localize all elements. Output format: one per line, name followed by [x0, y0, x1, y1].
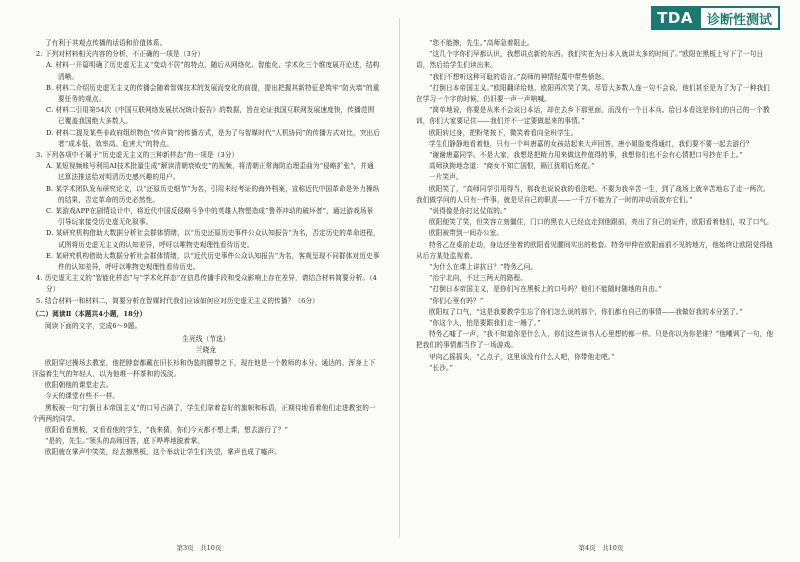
paragraph: “说得像是你打过仗似的。” — [429, 207, 507, 216]
paragraph: 欧阳笑了，“高师同学引用得当，那我也说说我的看法吧。不要为我辛苦一生，到了战场上就辛苦地忘了走一两次。我们做学问的人只有一件事，就是尽自己的职责——一千万不能为了一时的冲动而放弃它们。” — [416, 184, 770, 204]
paragraph: “为什么在课上讲抗日？”特务乙问。 — [429, 263, 538, 272]
page-3 — [0, 0, 398, 562]
paragraph: “长沙。” — [429, 363, 453, 372]
paragraph: 欧阳朝他的课堂走去。 — [45, 381, 113, 390]
tda-logo: TDA — [651, 6, 699, 30]
page-4-footer: 第4页 共10页 — [578, 544, 624, 552]
answer-option: A. 材料一开篇明确了历史虚无主义“变动不居”的特点，随后从网络化、智能化、学术化三个维度展开论述，结构清晰。 — [46, 61, 380, 81]
paragraph: “我们不想听这种可耻的语言。”高师的神情轻蔑中带些愤怒。 — [429, 72, 609, 81]
paragraph: “谢谢唐嘉同学。不是大家，我想是把精力用来做这件值得的事，我想你们也不会有心情把口号抄在手上。” — [429, 151, 743, 160]
paragraph: 欧阳转过身，把粉笔按下，微笑着看向全班学生。 — [429, 128, 578, 137]
paragraph: 今天的课堂有些不一样。 — [45, 392, 120, 401]
paragraph: 学生们静静地看着他，只有一个叫唐嘉的女孩站起来大声回答，唐小姐脸变得通红，我们要不要一起去游行？ — [429, 139, 753, 148]
answer-option: C. 某游戏APP在剧情设计中，将近代中国反侵略斗争中的英雄人物塑造成“鲁莽冲动的破坏者”，通过游戏场景引导玩家接受历史虚无化叙事。 — [46, 207, 374, 227]
paragraph: “您不能擦，先生。”高师急着阻止。 — [429, 39, 534, 47]
paragraph: “这几个字你们早都认识，我想讲点新的东西。我们实在为日本人就讲太多的时间了。”欧阳在黑板上写下了一句日语，然后给学生们读出来。 — [416, 50, 764, 70]
paragraph: 欧阳被带到一间办公室。 — [429, 229, 504, 238]
paragraph: 阅读下面的文字，完成6～9题。 — [45, 322, 142, 331]
passage-author: 兰晓龙 — [195, 346, 217, 355]
answer-option: B. 某学术团队发布研究论文，以“还原历史细节”为名，引用未经考证的海外档案，宣称近代中国革命是外力操纵的结果，否定革命的历史必然性。 — [46, 184, 380, 204]
paragraph: 特务乙在桌前走动，身边还坐着的欧阳看见腰间实出的枪套。特务甲伸在欧阳面前不见的地方，他始终让欧阳觉得他从后方某处监视着。 — [416, 240, 773, 260]
paragraph: “治宁北向，不过三两天的路程。 — [429, 274, 527, 283]
paragraph: 欧阳叹了口气，“这是我要教学生忘了你们怎么说的那个，你们都有自己的事情——我做好我的本分罢了。” — [429, 307, 743, 316]
answer-option: D. 材料二提及某些非政府组织物色“传声筒”的传播方式，是为了与智媒时代“人机协同”的传播方式对比，突出后者“成本低、效率高、危害大”的特点。 — [46, 128, 380, 148]
paragraph: 高师执拗地念道：“商女不知亡国恨，隔江犹唱后庭花。” — [429, 162, 595, 171]
paragraph: “你这个人，怕是要跟我们走一趟了。” — [429, 319, 541, 328]
paragraph: “你们心里有吗？” — [429, 296, 484, 305]
paragraph: “打倒日本帝国主义，是你们写在黑板上的口号吗？他们不能随时随地的自由。” — [429, 285, 663, 294]
page-3-text — [32, 38, 380, 459]
paragraph: 欧阳穿过操场去教室，他把脖套都戴在旧长衫和伪装的腰带之下，现在他是一个教师的本分。通达的、浑身上下洋溢着生气的年轻人，以为他堆一杯茶和的浅淡。 — [32, 358, 376, 378]
tda-badge — [651, 6, 780, 30]
paragraph: 欧阳看看黑板，又看看他的学生，“我来猜，你们今天都不想上课，想去游行了？” — [45, 425, 289, 434]
page-3-footer: 第3页 共10页 — [176, 544, 222, 552]
page-4 — [402, 0, 800, 562]
paragraph: 欧阳便笑了笑，但笑容立刻僵住，门口的黑衣人已经直走到他跟前，亮出了自己的证件，欧阳看着他们，叹了口气。 — [429, 218, 773, 227]
paragraph: “是的，先生。”领头的高师回答，底下哗哗地脱着掌。 — [45, 437, 204, 446]
paragraph: 了有利于其观点传播的话语和价值体系。 — [45, 39, 167, 47]
passage-title: 生死线（节选） — [182, 335, 230, 344]
paragraph: 一片笑声。 — [429, 173, 463, 182]
answer-option: A. 某短视频账号利用AI技术批量生成“解读清朝衰败史”的视频，将清朝正常海防治理歪曲为“侵略扩张”，并通过算法推送给对明清历史感兴趣的用户。 — [46, 162, 374, 182]
answer-option: C. 材料二引用第54次《中国互联网络发展状况统计报告》的数据，旨在论证我国互联网发展速度快，传播范围已覆盖我国绝大多数人。 — [46, 106, 375, 126]
answer-option: D. 某研究机构借助大数据分析社会群体情绪，以“历史还原历史事件公众认知报告”为名，否定历史的革命进程，试图将历史虚无主义的认知差异，呼吁以唯物史观理性看待历史。 — [46, 229, 380, 249]
paragraph: 甲向乙摇摇头，“乙点子，这里该没有什么人吧，你带他走吧。” — [429, 352, 615, 361]
question: 3. 下列各项中不属于“历史虚无主义的三种新样态”的一项是（3分） — [36, 151, 239, 160]
test-type-label: 诊断性测试 — [699, 6, 780, 30]
page-4-text — [416, 38, 774, 374]
paragraph: 黑板被一句“打倒日本帝国主义”的口号占满了，学生们拿着卷好的旗帜和标语，正期待地看着他们走进教室的一个两两的同学。 — [32, 403, 376, 423]
paragraph: 特务乙嘘了一声，“我不知道你是什么人，你们这些读书人心里想的都一样。只是你以为你是谁？”他嘲讽了一句，他把我们的事情都当作了一场游戏。 — [416, 330, 774, 350]
question: 4. 历史虚无主义的“智能化样态”与“学术化样态”在信息传播手段和受众影响上存在差异，请结合材料简要分析。（4分） — [36, 274, 377, 294]
column-divider — [399, 18, 400, 538]
paragraph: “简单地说，你要是从来不会说日本话，却在去乡下那里面，而没有一个日本兵。给日本看这是你们的自己的一个教训，你们大家要记住——我们并不一定要做起来的事情。” — [416, 106, 770, 126]
question: 2. 下列对材料相关内容的分析，不正确的一项是（3分） — [36, 50, 205, 59]
paragraph: “打倒日本帝国主义。”欧阳翻译给他，欧阳再次笑了笑。尽管大多数人连一句不会说，他们甚至是为了为了一种我们在学习一个字的时候，仍旧要一声一声呐喊。 — [416, 83, 770, 104]
section-header: （二）阅读Ⅱ（本题共4小题，18分） — [32, 309, 147, 318]
answer-option: B. 材料二介绍历史虚无主义的传播会随着智媒技术的发展而变化的前提，提出把握其新特征是筑牢“防火墙”的重要任务的观点。 — [46, 83, 380, 104]
question: 5. 结合材料一和材料二，简要分析在智媒时代我们应该如何应对历史虚无主义的传播？（6分） — [36, 296, 319, 305]
answer-option: E. 某研究机构借助大数据分析社会群体情绪，以“近代历史事件公众认知报告”为名，客观呈现不同群体对历史事件的认知差异，呼吁以唯物史观理性看待历史。 — [46, 251, 380, 272]
paragraph: 欧阳就在掌声中笑笑，经去擦黑板，这个举动让学生们失望，掌声也成了嘘声。 — [45, 448, 282, 457]
